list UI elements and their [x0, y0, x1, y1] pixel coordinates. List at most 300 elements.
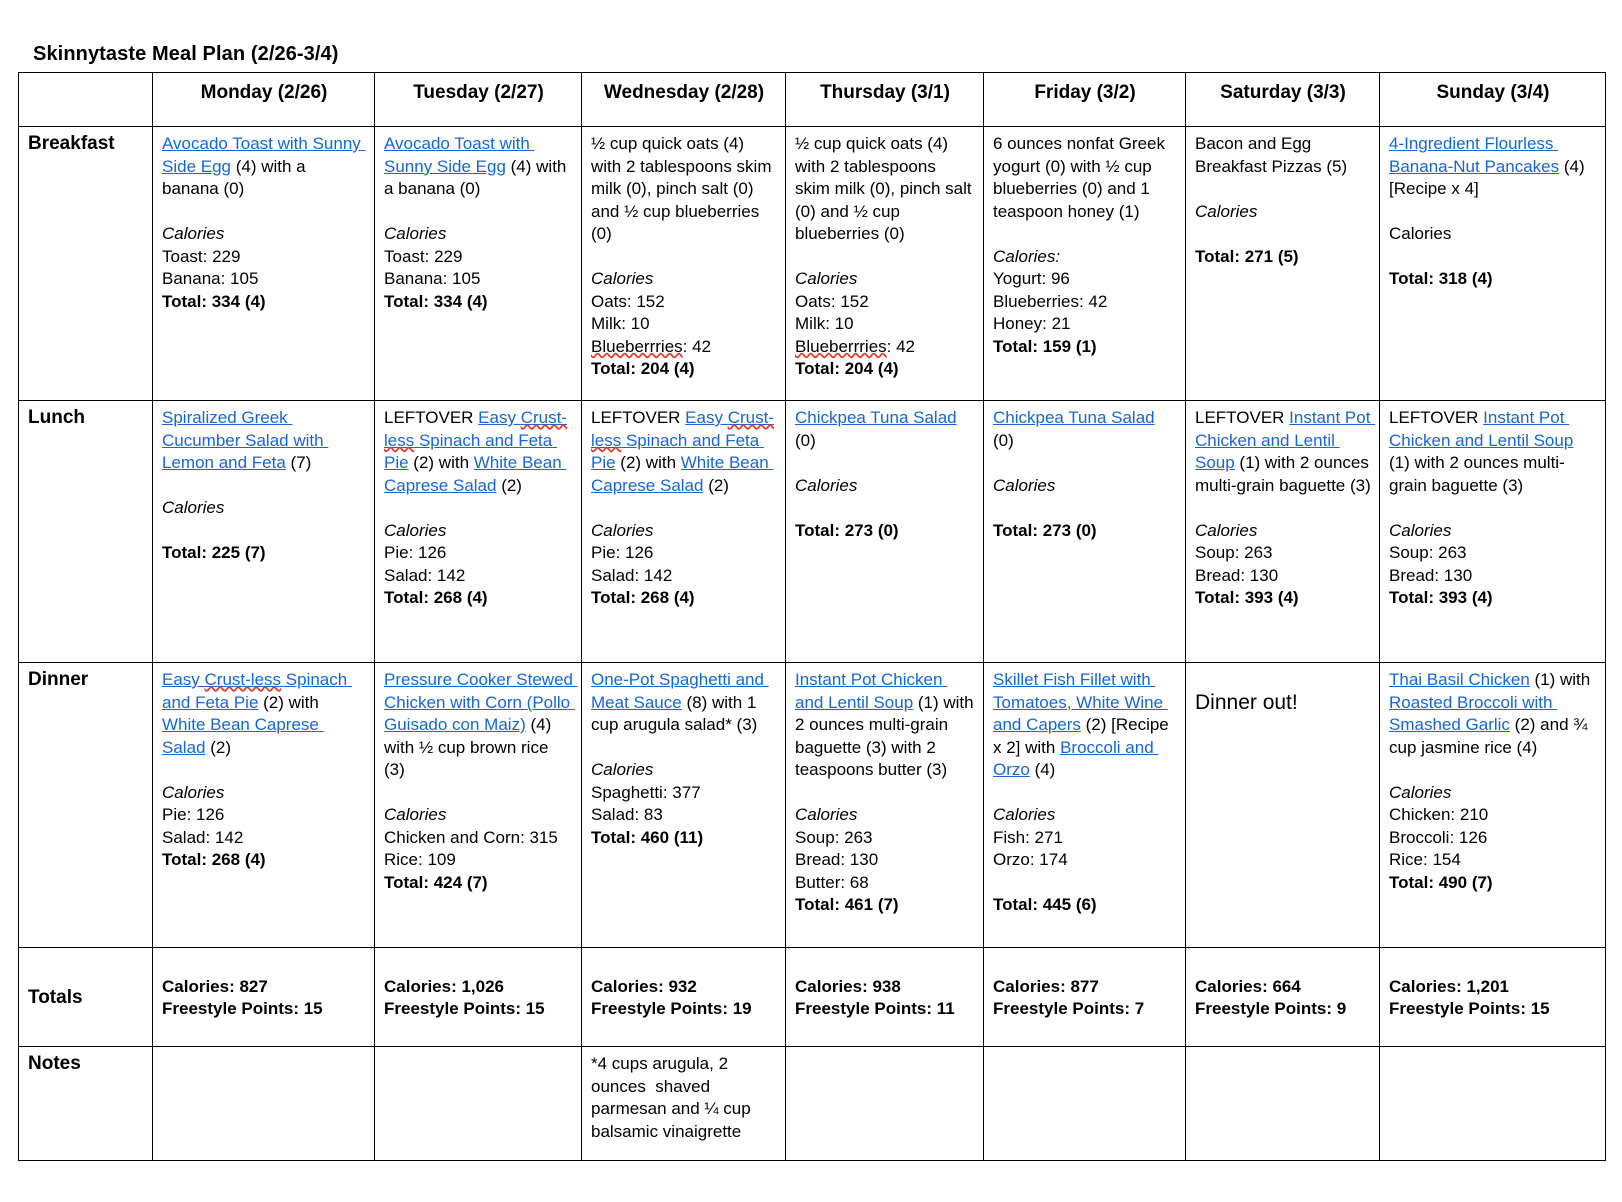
- text-segment: Rice: 154: [1389, 850, 1461, 869]
- text-line: [1389, 998, 1597, 1021]
- text-line: [795, 475, 975, 498]
- text-line: [384, 497, 573, 520]
- text-line: [162, 223, 366, 246]
- text-segment: Soup: 263: [1195, 543, 1273, 562]
- cell-breakfast-sunday: [1380, 127, 1606, 401]
- cell-totals-monday: [153, 948, 375, 1047]
- text-segment: Pie: 126: [384, 543, 447, 562]
- text-line: [1389, 201, 1597, 224]
- text-segment: (1) with 2 ounces multi-grain baguette (3): [1389, 430, 1579, 495]
- text-segment: ½ cup quick oats (4) with 2 tablespoons skim milk (0), pinch salt (0) and ½ cup blueberries (0): [591, 134, 777, 243]
- text-line: [162, 520, 366, 543]
- text-line: [591, 737, 777, 760]
- text-segment: Spaghetti: 377: [591, 782, 701, 802]
- text-line: [993, 782, 1177, 805]
- text-segment: Chicken: 210: [1389, 805, 1489, 824]
- cell-breakfast-monday: [153, 127, 375, 401]
- text-segment: Total: 318 (4): [1389, 269, 1493, 288]
- text-line: [1389, 542, 1597, 565]
- recipe-link[interactable]: Broccoli and Orzo: [993, 737, 1159, 779]
- text-segment: Freestyle Points: 15: [1389, 999, 1550, 1018]
- recipe-link[interactable]: Easy: [685, 408, 728, 427]
- cell-notes-friday: [984, 1047, 1186, 1161]
- text-line: [384, 587, 573, 610]
- text-segment: (4): [1029, 760, 1056, 779]
- text-segment: Total: 445 (6): [993, 895, 1097, 914]
- text-line: [162, 201, 366, 224]
- text-segment: Calories: [162, 498, 225, 517]
- text-segment: Total: 268 (4): [162, 850, 266, 869]
- text-line: [591, 804, 777, 827]
- text-segment: Calories: [1389, 782, 1452, 802]
- text-line: [384, 268, 573, 291]
- text-line: [795, 336, 975, 359]
- text-line: [993, 407, 1177, 452]
- text-line: [795, 246, 975, 269]
- cell-breakfast-friday: [984, 127, 1186, 401]
- recipe-link[interactable]: White Bean Caprese Salad: [591, 453, 774, 495]
- recipe-link[interactable]: Avocado Toast with Sunny Side Egg: [384, 134, 535, 176]
- text-segment: (0): [993, 408, 1160, 450]
- text-segment: Total: 273 (0): [993, 520, 1097, 540]
- text-line: [162, 976, 366, 999]
- text-line: [384, 827, 573, 850]
- text-segment: Calories: [384, 224, 447, 243]
- text-segment: (4) with a banana (0): [162, 156, 311, 198]
- text-segment: Calories: [1195, 520, 1258, 540]
- text-segment: Total: 460 (11): [591, 827, 704, 847]
- text-segment: Blueberries: 42: [993, 291, 1108, 311]
- text-line: [993, 998, 1177, 1021]
- text-line: [1195, 178, 1371, 201]
- recipe-link[interactable]: Easy: [478, 408, 521, 427]
- text-line: [384, 291, 573, 314]
- text-line: [591, 759, 777, 782]
- text-segment: Calories: 664: [1195, 976, 1301, 996]
- text-segment: Total: 393 (4): [1389, 588, 1493, 607]
- text-line: [1389, 669, 1597, 759]
- recipe-link[interactable]: Pressure Cooker Stewed Chicken with Corn (Pollo Guisado con Maiz): [384, 670, 578, 734]
- text-line: [795, 849, 975, 872]
- text-line: [1389, 133, 1597, 201]
- page-title: Skinnytaste Meal Plan (2/26-3/4): [33, 43, 339, 66]
- text-line: [1195, 407, 1376, 497]
- text-line: [1389, 520, 1597, 543]
- text-line: [384, 133, 573, 201]
- text-segment: (2) with: [408, 453, 474, 472]
- text-segment: Oats: 152: [591, 291, 665, 311]
- text-line: [591, 565, 777, 588]
- recipe-link[interactable]: Spiralized Greek Cucumber Salad with Lemon and Feta: [162, 408, 329, 472]
- text-segment: Pie: 126: [162, 805, 225, 824]
- text-line: [795, 407, 975, 452]
- row-label-dinner: Dinner: [19, 663, 153, 948]
- text-segment: Salad: 142: [162, 827, 244, 847]
- text-segment: Total: 334 (4): [162, 291, 266, 311]
- text-segment: Broccoli: 126: [1389, 827, 1488, 847]
- recipe-link[interactable]: Chickpea Tuna Salad: [993, 408, 1155, 427]
- text-segment: Salad: 142: [591, 565, 673, 585]
- text-line: [162, 542, 366, 565]
- text-line: [993, 133, 1177, 223]
- text-segment: Calories: [591, 520, 654, 540]
- text-line: [993, 313, 1177, 336]
- cell-notes-tuesday: [375, 1047, 582, 1161]
- text-segment: [591, 337, 683, 356]
- text-line: [591, 358, 777, 381]
- text-line: [591, 998, 777, 1021]
- text-line: [1195, 669, 1371, 692]
- text-segment: Rice: 109: [384, 850, 456, 869]
- recipe-link[interactable]: Chickpea Tuna Salad: [795, 408, 957, 427]
- text-line: [993, 246, 1177, 269]
- text-segment: LEFTOVER: [1389, 408, 1484, 427]
- text-line: [1195, 565, 1371, 588]
- text-segment: Total: 268 (4): [591, 588, 695, 607]
- text-segment: Calories: [795, 269, 858, 288]
- cell-notes-sunday: [1380, 1047, 1606, 1161]
- text-segment: Milk: 10: [795, 314, 854, 333]
- text-segment: Freestyle Points: 15: [162, 999, 323, 1018]
- text-segment: [795, 337, 887, 356]
- text-segment: (8) with 1 cup arugula salad* (3): [591, 692, 762, 734]
- text-segment: Bacon and Egg Breakfast Pizzas (5): [1195, 134, 1348, 176]
- text-segment: 6 ounces nonfat Greek yogurt (0) with ½ cup blueberries (0) and 1 teaspoon honey (1): [993, 134, 1170, 221]
- col-header-friday: Friday (3/2): [984, 73, 1186, 127]
- cell-totals-sunday: [1380, 948, 1606, 1047]
- text-segment: Soup: 263: [1389, 543, 1467, 562]
- text-line: [591, 246, 777, 269]
- cell-lunch-friday: [984, 401, 1186, 663]
- text-line: [1195, 976, 1371, 999]
- text-segment: (4) with a banana (0): [384, 156, 572, 198]
- misspelled-word: Blueberrries: [795, 336, 887, 356]
- col-header-corner: [19, 73, 153, 127]
- text-line: [1389, 782, 1597, 805]
- text-segment: Calories: [1389, 224, 1452, 243]
- cell-lunch-tuesday: [375, 401, 582, 663]
- recipe-link[interactable]: Instant Pot Chicken and Lentil Soup: [1389, 408, 1574, 450]
- text-line: [1389, 246, 1597, 269]
- row-label-notes: Notes: [19, 1047, 153, 1161]
- cell-dinner-sunday: [1380, 663, 1606, 948]
- recipe-link[interactable]: Easy: [162, 670, 205, 689]
- text-segment: (2) with: [258, 692, 324, 712]
- text-segment: (1) with: [1529, 670, 1595, 689]
- text-line: [795, 358, 975, 381]
- text-segment: Total: 393 (4): [1195, 588, 1299, 607]
- cell-lunch-thursday: [786, 401, 984, 663]
- recipe-link[interactable]: Instant Pot Chicken and Lentil Soup: [1195, 408, 1376, 472]
- text-line: [384, 872, 573, 895]
- text-line: [162, 759, 366, 782]
- cell-dinner-monday: [153, 663, 375, 948]
- text-segment: Total: 461 (7): [795, 895, 899, 914]
- text-line: [162, 782, 366, 805]
- text-segment: ½ cup quick oats (4) with 2 tablespoons skim milk (0), pinch salt (0) and ½ cup blueberries (0): [795, 134, 977, 243]
- text-line: [795, 827, 975, 850]
- text-line: [993, 804, 1177, 827]
- col-header-thursday: Thursday (3/1): [786, 73, 984, 127]
- text-line: [1195, 201, 1371, 224]
- cell-dinner-friday: [984, 663, 1186, 948]
- recipe-link[interactable]: One-Pot Spaghetti and Meat Sauce: [591, 670, 769, 712]
- recipe-link[interactable]: [205, 670, 282, 689]
- text-segment: (2): [703, 475, 729, 495]
- cell-notes-saturday: [1186, 1047, 1380, 1161]
- text-line: [993, 520, 1177, 543]
- text-line: [795, 313, 975, 336]
- text-line: [1195, 520, 1371, 543]
- text-line: [384, 669, 578, 782]
- recipe-link[interactable]: White Bean Caprese Salad: [384, 453, 567, 495]
- text-line: [993, 336, 1177, 359]
- text-segment: (2): [496, 475, 522, 495]
- text-segment: Pie: 126: [591, 543, 654, 562]
- row-label-totals: Totals: [19, 948, 153, 1047]
- cell-dinner-tuesday: [375, 663, 582, 948]
- text-segment: Salad: 142: [384, 565, 466, 585]
- text-segment: Yogurt: 96: [993, 269, 1070, 288]
- text-line: [384, 565, 573, 588]
- text-line: [993, 669, 1177, 782]
- text-segment: Total: 204 (4): [795, 359, 899, 378]
- text-line: [1389, 976, 1597, 999]
- text-line: [591, 587, 777, 610]
- recipe-link[interactable]: Roasted Broccoli with Smashed Garlic: [1389, 692, 1558, 734]
- cell-totals-tuesday: [375, 948, 582, 1047]
- text-segment: (1) with 2 ounces multi-grain baguette (3) with 2 teaspoons butter (3): [795, 692, 979, 779]
- recipe-link[interactable]: Skillet Fish Fillet with Tomatoes, White Wine and Capers: [993, 670, 1168, 734]
- cell-dinner-saturday: [1186, 663, 1380, 948]
- text-segment: Calories: 932: [591, 976, 697, 996]
- text-line: [993, 976, 1177, 999]
- text-line: [384, 542, 573, 565]
- text-segment: Toast: 229: [162, 246, 241, 266]
- misspelled-word: Crust-less: [384, 408, 567, 450]
- text-line: [591, 1053, 777, 1143]
- text-line: [384, 407, 573, 497]
- text-line: [384, 849, 573, 872]
- text-line: [1195, 223, 1371, 246]
- text-segment: Calories: 877: [993, 976, 1099, 996]
- text-line: [162, 497, 366, 520]
- text-segment: LEFTOVER: [591, 408, 686, 427]
- text-segment: Total: 271 (5): [1195, 246, 1299, 266]
- text-segment: Banana: 105: [162, 269, 259, 288]
- cell-lunch-monday: [153, 401, 375, 663]
- text-segment: (2) [Recipe x 2] with: [993, 715, 1174, 757]
- cell-notes-wednesday: [582, 1047, 786, 1161]
- header-row: [19, 73, 1606, 127]
- cell-breakfast-thursday: [786, 127, 984, 401]
- text-segment: Bread: 130: [1389, 565, 1473, 585]
- text-line: [591, 291, 777, 314]
- text-line: [1389, 827, 1597, 850]
- text-segment: Total: 268 (4): [384, 588, 488, 607]
- text-line: [384, 804, 573, 827]
- cell-lunch-sunday: [1380, 401, 1606, 663]
- text-line: [795, 520, 975, 543]
- recipe-link[interactable]: Thai Basil Chicken: [1389, 670, 1530, 689]
- text-segment: Calories: [162, 224, 225, 243]
- text-segment: Calories: 827: [162, 976, 268, 996]
- text-segment: Orzo: 174: [993, 850, 1068, 869]
- row-label-lunch: Lunch: [19, 401, 153, 663]
- recipe-link[interactable]: 4-Ingredient Flourless Banana-Nut Pancakes: [1389, 134, 1560, 176]
- text-line: [993, 268, 1177, 291]
- col-header-saturday: Saturday (3/3): [1186, 73, 1380, 127]
- text-line: [591, 313, 777, 336]
- text-line: [162, 827, 366, 850]
- text-line: [1389, 223, 1597, 246]
- table-row-dinner: [19, 663, 1606, 948]
- text-segment: (7): [285, 453, 312, 472]
- text-segment: Total: 273 (0): [795, 520, 899, 540]
- text-line: [795, 976, 975, 999]
- text-segment: LEFTOVER: [384, 408, 479, 427]
- text-line: [162, 998, 366, 1021]
- text-line: [993, 872, 1177, 895]
- text-segment: : 42: [886, 336, 916, 356]
- text-segment: (2): [205, 737, 231, 757]
- text-segment: Total: 204 (4): [591, 359, 695, 378]
- text-segment: Soup: 263: [795, 827, 873, 847]
- recipe-link[interactable]: White Bean Caprese Salad: [162, 715, 324, 757]
- cell-totals-wednesday: [582, 948, 786, 1047]
- text-line: [591, 669, 777, 737]
- table-header: [19, 73, 1606, 127]
- text-line: [795, 998, 975, 1021]
- text-segment: Bread: 130: [1195, 565, 1279, 585]
- text-segment: Total: 334 (4): [384, 291, 488, 311]
- recipe-link[interactable]: Spinach and Feta Pie: [384, 430, 557, 472]
- recipe-link[interactable]: Spinach and Feta Pie: [162, 670, 352, 712]
- text-segment: Freestyle Points: 9: [1195, 999, 1347, 1018]
- table-body: [19, 127, 1606, 1161]
- text-line: [384, 201, 573, 224]
- text-line: [1195, 246, 1371, 269]
- text-line: [795, 894, 975, 917]
- text-segment: (4) with ½ cup brown rice (3): [384, 715, 556, 779]
- text-line: [1389, 849, 1597, 872]
- cell-breakfast-wednesday: [582, 127, 786, 401]
- text-segment: LEFTOVER: [1195, 408, 1290, 427]
- text-line: [993, 452, 1177, 475]
- text-segment: Fish: 271: [993, 827, 1063, 847]
- cell-breakfast-saturday: [1186, 127, 1380, 401]
- text-segment: (1) with 2 ounces multi-grain baguette (3): [1195, 453, 1374, 495]
- text-line: [591, 976, 777, 999]
- text-segment: Calories: 1,201: [1389, 976, 1510, 996]
- text-line: [162, 849, 366, 872]
- table-row-lunch: [19, 401, 1606, 663]
- text-line: [1389, 804, 1597, 827]
- text-line: [993, 223, 1177, 246]
- text-line: [993, 497, 1177, 520]
- text-line: [795, 497, 975, 520]
- cell-dinner-thursday: [786, 663, 984, 948]
- text-line: [162, 669, 366, 759]
- text-line: [591, 542, 777, 565]
- text-line: [1195, 542, 1371, 565]
- text-line: [1389, 759, 1597, 782]
- recipe-link[interactable]: Avocado Toast with Sunny Side Egg: [162, 134, 366, 176]
- text-segment: Calories: [384, 520, 447, 540]
- cell-totals-friday: [984, 948, 1186, 1047]
- text-line: [795, 782, 975, 805]
- text-line: [384, 976, 573, 999]
- table-row-notes: [19, 1047, 1606, 1161]
- text-line: [795, 133, 975, 246]
- text-line: [384, 223, 573, 246]
- text-line: [1195, 692, 1371, 716]
- text-segment: : 42: [682, 336, 712, 356]
- text-segment: Calories: 938: [795, 976, 901, 996]
- cell-lunch-saturday: [1186, 401, 1380, 663]
- text-segment: Banana: 105: [384, 269, 481, 288]
- table-row-totals: [19, 948, 1606, 1047]
- text-line: [162, 407, 366, 475]
- text-line: [162, 268, 366, 291]
- text-segment: Milk: 10: [591, 314, 650, 333]
- col-header-tuesday: Tuesday (2/27): [375, 73, 582, 127]
- text-segment: Total: 424 (7): [384, 872, 488, 892]
- text-line: [591, 336, 777, 359]
- text-line: [162, 133, 366, 201]
- text-segment: Total: 225 (7): [162, 543, 266, 562]
- text-line: [1389, 565, 1597, 588]
- text-line: [993, 827, 1177, 850]
- text-line: [384, 520, 573, 543]
- text-line: [162, 804, 366, 827]
- text-segment: Salad: 83: [591, 805, 663, 824]
- col-header-monday: Monday (2/26): [153, 73, 375, 127]
- text-segment: (2) and ¾ cup jasmine rice (4): [1389, 715, 1593, 757]
- text-segment: Calories: [795, 475, 858, 495]
- text-line: [795, 669, 979, 782]
- text-segment: Freestyle Points: 7: [993, 999, 1145, 1018]
- recipe-link[interactable]: Instant Pot Chicken and Lentil Soup: [795, 670, 948, 712]
- text-line: [795, 268, 975, 291]
- text-line: [1389, 497, 1597, 520]
- meal-plan-table: [18, 72, 1606, 1161]
- text-segment: Total: 490 (7): [1389, 872, 1493, 892]
- text-line: [993, 894, 1177, 917]
- misspelled-word: Blueberrries: [591, 336, 683, 356]
- text-segment: Calories: 1,026: [384, 976, 505, 996]
- text-line: [1195, 133, 1371, 178]
- text-line: [1195, 587, 1371, 610]
- text-segment: Chicken and Corn: 315: [384, 827, 558, 847]
- text-line: [1389, 872, 1597, 895]
- text-segment: Freestyle Points: 15: [384, 999, 545, 1018]
- text-line: [162, 291, 366, 314]
- text-line: [591, 520, 777, 543]
- text-segment: Total: 159 (1): [993, 336, 1097, 356]
- text-segment: Calories: [795, 805, 858, 824]
- recipe-link[interactable]: Spinach and Feta Pie: [591, 430, 764, 472]
- text-line: [591, 268, 777, 291]
- text-line: [384, 998, 573, 1021]
- text-line: [993, 475, 1177, 498]
- text-line: [1195, 998, 1371, 1021]
- table-row-breakfast: [19, 127, 1606, 401]
- text-segment: Toast: 229: [384, 246, 463, 266]
- text-line: [162, 246, 366, 269]
- text-segment: Calories: [1389, 520, 1452, 540]
- col-header-wednesday: Wednesday (2/28): [582, 73, 786, 127]
